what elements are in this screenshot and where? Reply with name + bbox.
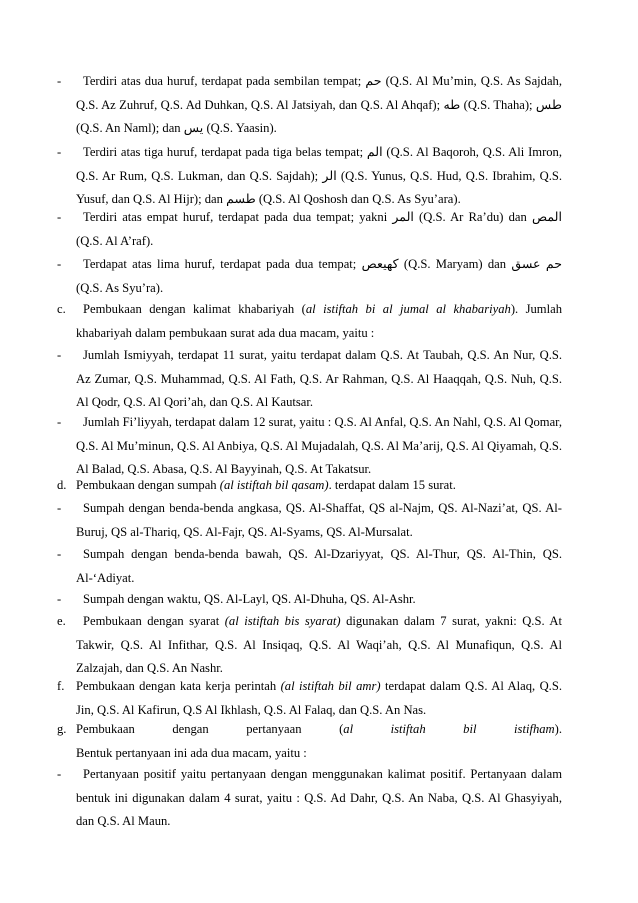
list-marker: - (57, 767, 62, 781)
list-item-text: Pembukaan dengan kata kerja perintah (al istiftah bil amr) terdapat dalam Q.S. Al Alaq, Q.S. Jin, Q.S. Al Kafirun, Q.S Al Ikhlash, Q.S. Al Falaq, dan Q.S. An Nas. (76, 679, 562, 717)
arabic-letters: الر (322, 168, 337, 183)
arabic-letters: كهيعص (361, 257, 399, 271)
list-marker: - (57, 415, 62, 429)
list-marker: d. (57, 478, 67, 492)
list-item (57, 253, 562, 300)
continuation-line: Bentuk pertanyaan ini ada dua macam, yaitu : (76, 745, 307, 760)
italic-term: (al istiftah bis syarat) (224, 614, 341, 628)
list-item (57, 763, 562, 834)
list-item (57, 675, 562, 722)
list-item-text: Jumlah Fi’liyyah, terdapat dalam 12 surat, yaitu : Q.S. Al Anfal, Q.S. An Nahl, Q.S. Al Qomar, Q.S. Al Mu’minun, Q.S. Al Anbiya, Q.S. Al Mujadalah, Q.S. Al Ma’arij, Q.S. Al Qiyamah, Q.S. Al Balad, Q.S. Abasa, Q.S. Al Bayyinah, Q.S. At Takatsur. (76, 415, 562, 477)
list-item (57, 497, 562, 544)
list-item (57, 411, 562, 482)
arabic-letters: طسم (226, 192, 256, 207)
list-marker: - (57, 501, 62, 515)
italic-term: (al istiftah bil amr) (280, 679, 381, 693)
arabic-letters: حم عسق (511, 257, 562, 271)
list-item-text: Terdiri atas dua huruf, terdapat pada sembilan tempat; حم (Q.S. Al Mu’min, Q.S. As Sajdah, Q.S. Az Zuhruf, Q.S. Ad Duhkan, Q.S. Al Jatsiyah, dan Q.S. Al Ahqaf); طه (Q.S. Thaha); طس (Q.S. An Naml); dan يس (Q.S. Yaasin). (76, 74, 562, 136)
list-item-text (76, 718, 562, 765)
list-marker: - (57, 145, 62, 159)
list-item-text: Terdiri atas empat huruf, terdapat pada dua tempat; yakni المر (Q.S. Ar Ra’du) dan المص (Q.S. Al A’raf). (76, 210, 562, 248)
list-item-text: Terdiri atas tiga huruf, terdapat pada tiga belas tempat; الم (Q.S. Al Baqoroh, Q.S. Ali Imron, Q.S. Ar Rum, Q.S. Lukman, dan Q.S. Sajdah); الر (Q.S. Yunus, Q.S. Hud, Q.S. Ibrahim, Q.S. Yusuf, dan Q.S. Al Hijr); dan طسم (Q.S. Al Qoshosh dan Q.S. As Syu’ara). (76, 145, 563, 207)
list-item (57, 588, 562, 612)
list-marker: - (57, 257, 62, 271)
list-item (57, 474, 562, 498)
arabic-letters: المص (531, 210, 562, 224)
italic-term: al istiftah bi al jumal al khabariyah (305, 302, 511, 316)
list-marker: e. (57, 614, 66, 628)
list-item (57, 206, 562, 253)
list-marker: - (57, 210, 62, 224)
list-item-text: Sumpah dengan waktu, QS. Al-Layl, QS. Al-Dhuha, QS. Al-Ashr. (83, 592, 416, 606)
arabic-letters: الم (366, 145, 383, 159)
list-item (57, 610, 562, 681)
list-item (57, 298, 562, 345)
list-item-text: Pembukaan dengan syarat (al istiftah bis syarat) digunakan dalam 7 surat, yakni: Q.S. At Takwir, Q.S. Al Infithar, Q.S. Al Insiqaq, Q.S. Al Waqi’ah, Q.S. Al Munafiqun, Q.S. Al Zalzajah, dan Q.S. An Nashr. (76, 614, 562, 676)
list-item (57, 344, 562, 415)
list-item-text: Pertanyaan positif yaitu pertanyaan dengan menggunakan kalimat positif. Pertanyaan dalam bentuk ini digunakan dalam 4 surat, yaitu : Q.S. Ad Dahr, Q.S. An Naba, Q.S. Al Ghasyiyah, dan Q.S. Al Maun. (76, 767, 562, 829)
list-item-text: Jumlah Ismiyyah, terdapat 11 surat, yaitu terdapat dalam Q.S. At Taubah, Q.S. An Nur, Q.S. Az Zumar, Q.S. Muhammad, Q.S. Al Fath, Q.S. Ar Rahman, Q.S. Al Haaqqah, Q.S. Nuh, Q.S. Al Qodr, Q.S. Al Qori’ah, dan Q.S. Al Kautsar. (76, 348, 562, 410)
list-item (57, 70, 562, 141)
list-marker: f. (57, 679, 65, 693)
arabic-letters: طه (443, 97, 461, 112)
list-item (57, 718, 562, 765)
list-item (57, 543, 562, 590)
list-marker: - (57, 348, 62, 362)
list-item-text: Pembukaan dengan kalimat khabariyah (al istiftah bi al jumal al khabariyah). Jumlah khabariyah dalam pembukaan surat ada dua macam, yaitu : (76, 302, 562, 340)
list-item-text: Pembukaan dengan sumpah (al istiftah bil qasam). terdapat dalam 15 surat. (76, 478, 456, 492)
list-item-text: Sumpah dengan benda-benda angkasa, QS. Al-Shaffat, QS al-Najm, QS. Al-Nazi’at, QS. Al-Buruj, QS al-Thariq, QS. Al-Fajr, QS. Al-Syams, QS. Al-Mursalat. (76, 501, 562, 539)
arabic-letters: المر (392, 210, 414, 224)
arabic-letters: طس (535, 97, 562, 112)
list-item (57, 141, 562, 212)
arabic-letters: يس (183, 121, 204, 136)
list-marker: - (57, 547, 62, 561)
list-marker: c. (57, 302, 66, 316)
list-marker: - (57, 74, 62, 88)
list-marker: g. (57, 722, 67, 736)
italic-term: al istiftah bil istifham (343, 722, 555, 736)
arabic-letters: حم (365, 74, 382, 88)
italic-term: (al istiftah bil qasam) (219, 478, 329, 492)
list-marker: - (57, 592, 62, 606)
list-item-text: Terdapat atas lima huruf, terdapat pada dua tempat; كهيعص (Q.S. Maryam) dan حم عسق (Q.S. As Syu’ra). (76, 257, 562, 295)
list-item-text: Sumpah dengan benda-benda bawah, QS. Al-Dzariyyat, QS. Al-Thur, QS. Al-Thin, QS. Al-‘Adiyat. (76, 547, 562, 585)
spread-line: Pembukaan dengan pertanyaan (al istiftah bil istifham). (76, 722, 562, 736)
